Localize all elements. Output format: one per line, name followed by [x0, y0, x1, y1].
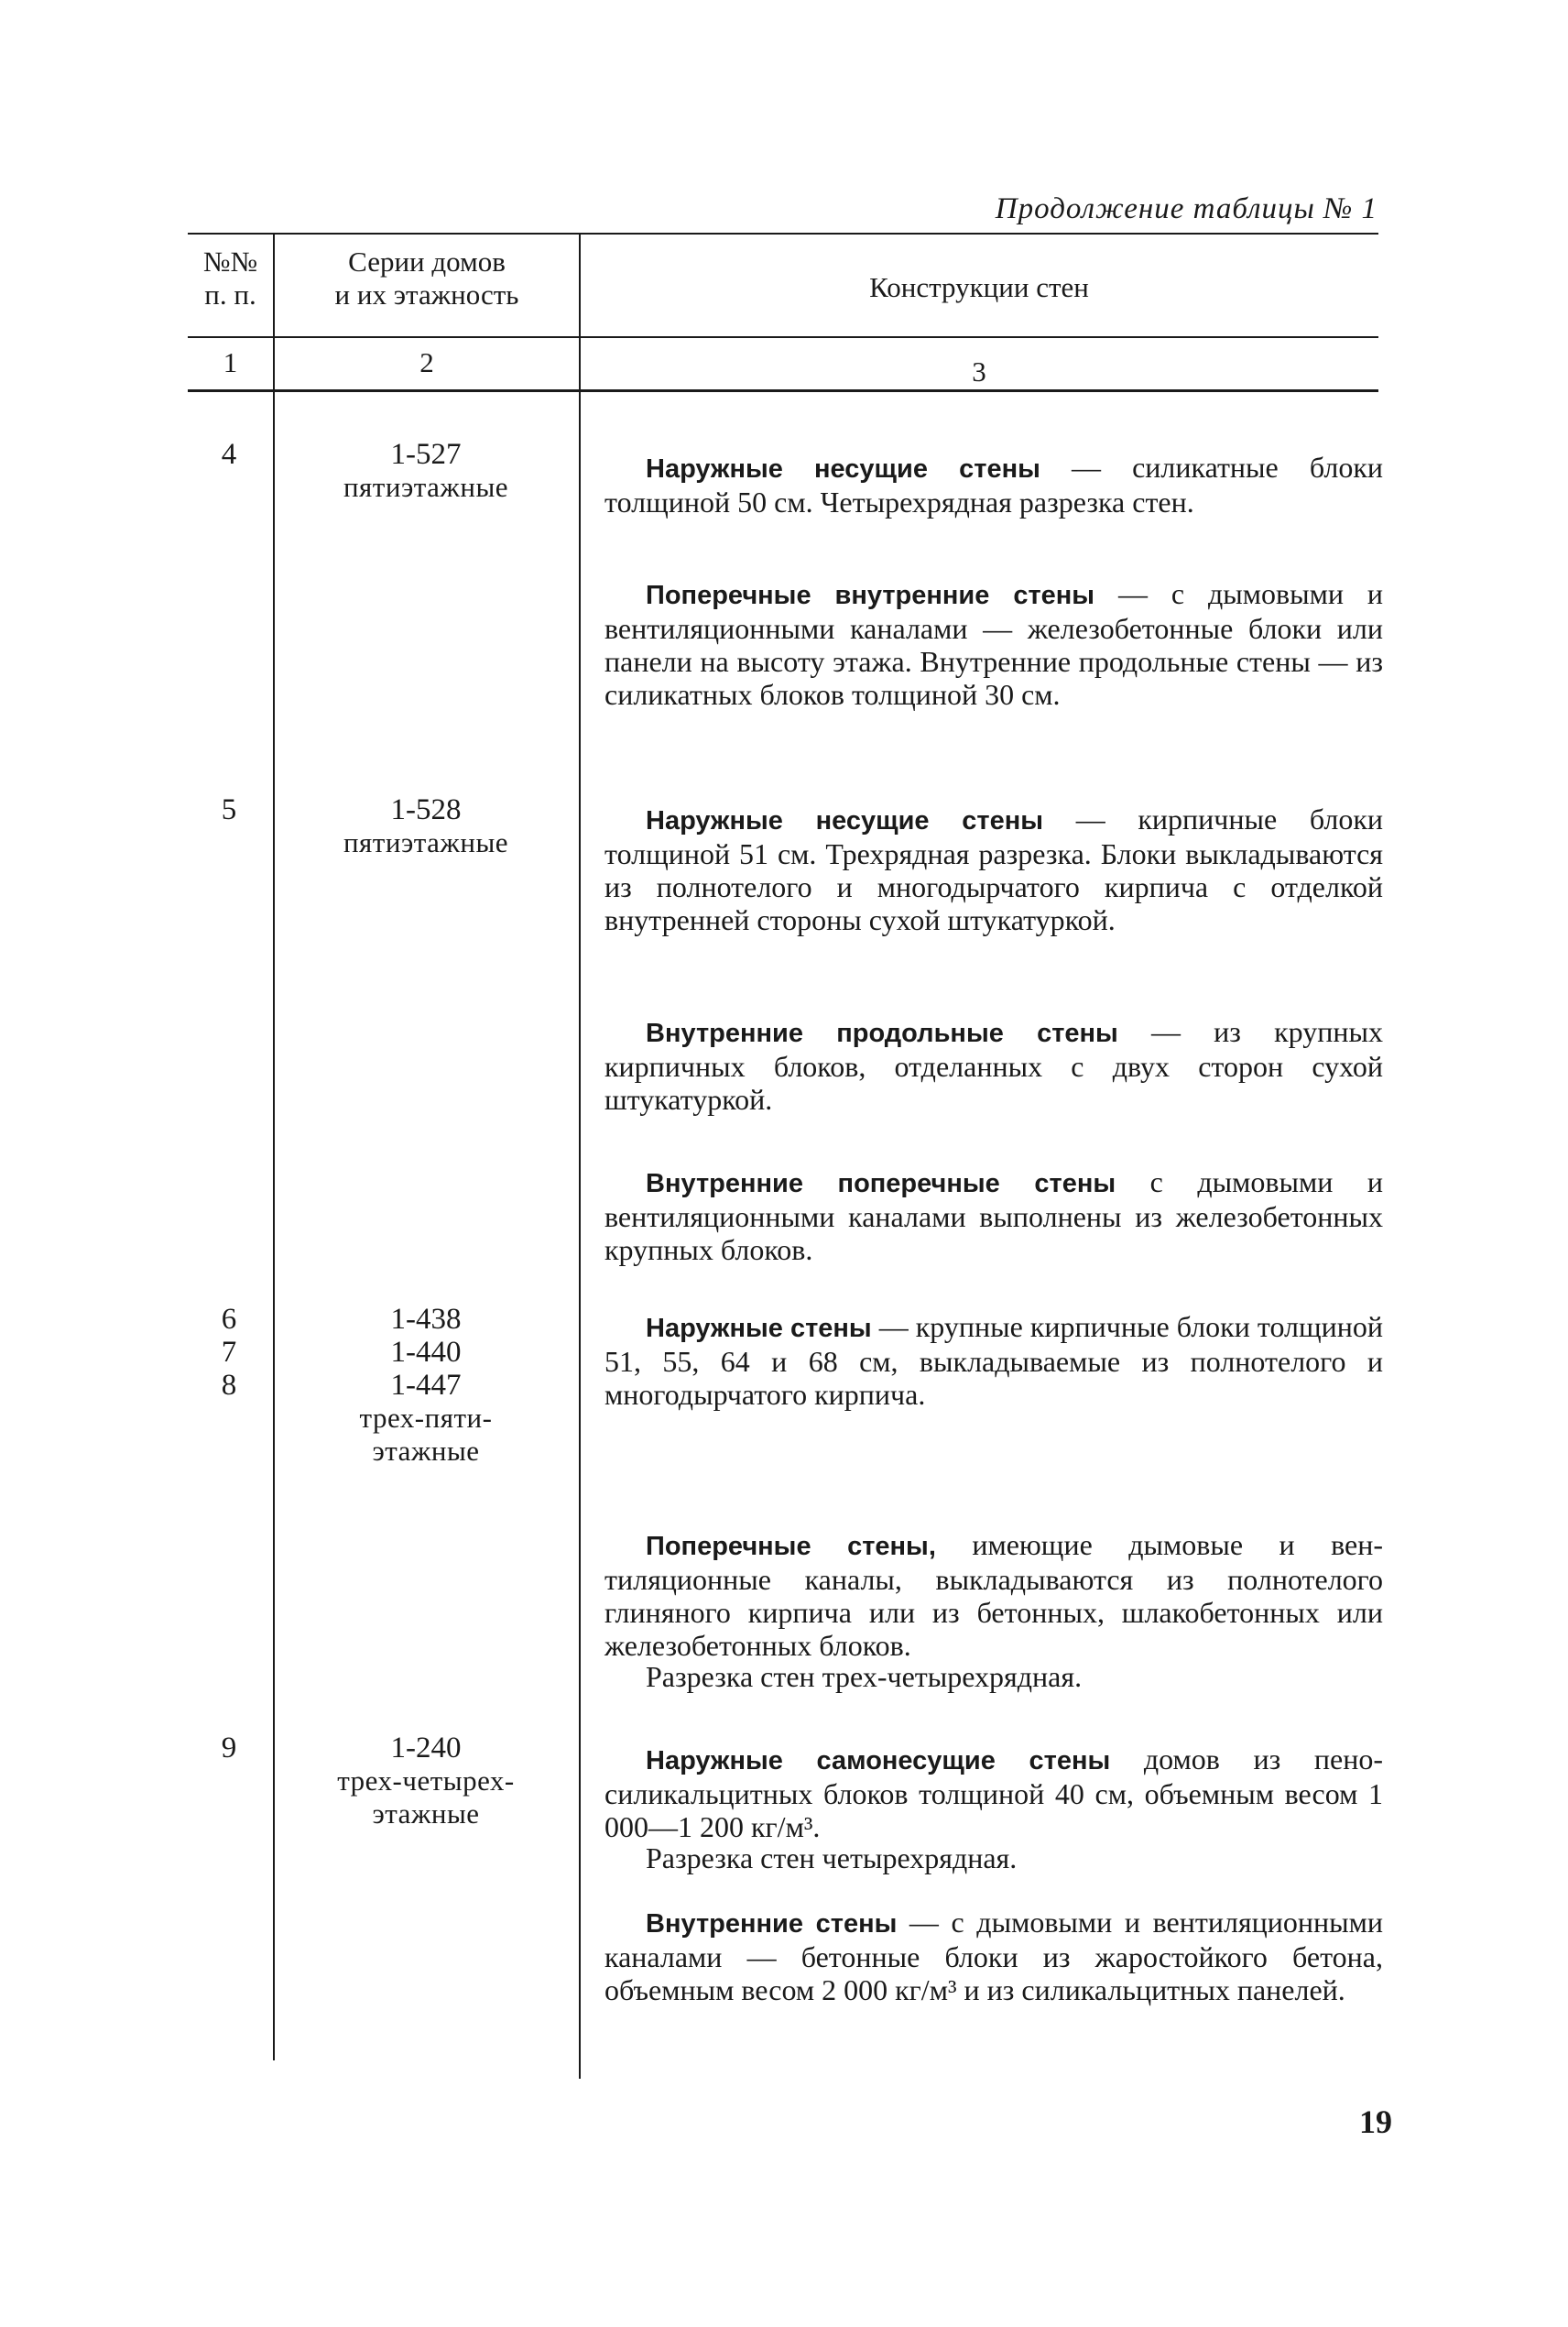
wall-type: Поперечные внутренние стены — [646, 581, 1095, 610]
colnum-bottom-rule — [188, 389, 1378, 392]
wall-type: Поперечные стены, — [646, 1532, 936, 1561]
wall-type: Наружные несущие стены — [646, 806, 1044, 836]
series-code: 1-528 — [390, 793, 462, 826]
wall-type: Наружные самонесущие стены — [646, 1746, 1111, 1775]
wall-text: — кирпичные блоки толщиной 51 см. Трехрядная разрезка. Блоки выкладываются из полнотелого и многодырчатого кирпича с отделкой внутренней стороны сухой штукатуркой. — [604, 803, 1383, 936]
row-series — [279, 793, 572, 859]
wall-description — [604, 577, 1383, 711]
wall-description — [604, 803, 1383, 936]
column-divider-1 — [273, 233, 275, 2060]
wall-description — [604, 451, 1383, 519]
row-series — [279, 1303, 572, 1468]
row-number: 6 7 8 — [221, 1303, 237, 1402]
wall-description — [604, 1310, 1383, 1411]
wall-text: — с дымовыми и вентиляционными каналами — железобетонные блоки или панели на высоту этажа. Внутренние продольные стены — из силикатных блоков толщиной 30 см. — [604, 577, 1383, 711]
series-floors: трех-четырех- этажные — [337, 1764, 515, 1830]
wall-text: — с дымовыми и вентиляционными каналами — бетонные блоки из жаростойкого бетона, объемным весом 2 000 кг/м³ и из силикальцитных панелей. — [604, 1906, 1384, 2006]
row-series — [279, 438, 572, 504]
wall-description — [604, 1528, 1383, 1662]
wall-type: Наружные несущие стены — [646, 454, 1040, 484]
wall-text: с дымовыми и вентиляционными каналами выполнены из железобетонных крупных блоков. — [604, 1165, 1383, 1266]
wall-text: — из крупных кирпичных блоков, отделанных с двух сторон сухой штукатуркой. — [604, 1015, 1383, 1116]
wall-type: Наружные стены — [646, 1314, 872, 1343]
wall-description — [604, 1906, 1383, 2006]
table-caption: Продолжение таблицы № 1 — [995, 192, 1377, 225]
series-code: 1-240 — [390, 1732, 462, 1764]
wall-text: Разрезка стен четырехрядная. — [646, 1841, 1018, 1874]
wall-type: Внутренние продольные стены — [646, 1019, 1118, 1048]
header-col-walls: Конструкции стен — [869, 271, 1089, 303]
wall-description — [604, 1743, 1383, 1843]
wall-type: Внутренние поперечные стены — [646, 1169, 1116, 1198]
column-divider-2 — [579, 233, 581, 2079]
wall-text: — силикатные блоки толщиной 50 см. Четырехрядная разрезка стен. — [604, 451, 1383, 519]
table-top-rule — [188, 233, 1378, 235]
wall-text: — крупные кирпичные блоки толщиной 51, 55, 64 и 68 см, выкладываемые из полнотелого и многодырчатого кирпича. — [604, 1310, 1384, 1411]
header-col-number: №№ п. п. — [202, 246, 258, 311]
row-series — [279, 1732, 572, 1830]
row-number: 4 — [221, 438, 237, 471]
header-bottom-rule — [188, 336, 1378, 338]
wall-text: домов из пеносиликальцитных блоков толщиной 40 см, объемным весом 1 000—1 200 кг/м³. — [604, 1743, 1383, 1843]
wall-description — [604, 1015, 1383, 1116]
series-code: 1-527 — [390, 438, 462, 471]
series-floors: трех-пяти- этажные — [359, 1402, 493, 1467]
row-number: 5 — [221, 793, 237, 826]
wall-text: Разрезка стен трех-четырехрядная. — [646, 1660, 1083, 1693]
wall-description — [604, 1165, 1383, 1266]
column-number-2: 2 — [419, 346, 434, 378]
wall-description — [604, 1660, 1383, 1695]
wall-type: Внутренние стены — [646, 1909, 898, 1939]
header-col-series: Серии домов и их этажность — [334, 246, 519, 311]
column-number-3: 3 — [972, 355, 986, 388]
column-number-1: 1 — [223, 346, 238, 378]
wall-description — [604, 1841, 1383, 1876]
series-code: 1-438 1-440 1-447 — [390, 1303, 462, 1402]
series-floors: пятиэтажные — [343, 826, 509, 858]
page-number: 19 — [1359, 2103, 1392, 2140]
wall-text: имеющие дымовые и вентиляционные каналы, выкладываются из полнотелого глиняного кирпича или из бетонных, шлакобетонных или железобетонных блоков. — [604, 1528, 1383, 1662]
series-floors: пятиэтажные — [343, 471, 509, 503]
row-number: 9 — [221, 1732, 237, 1764]
